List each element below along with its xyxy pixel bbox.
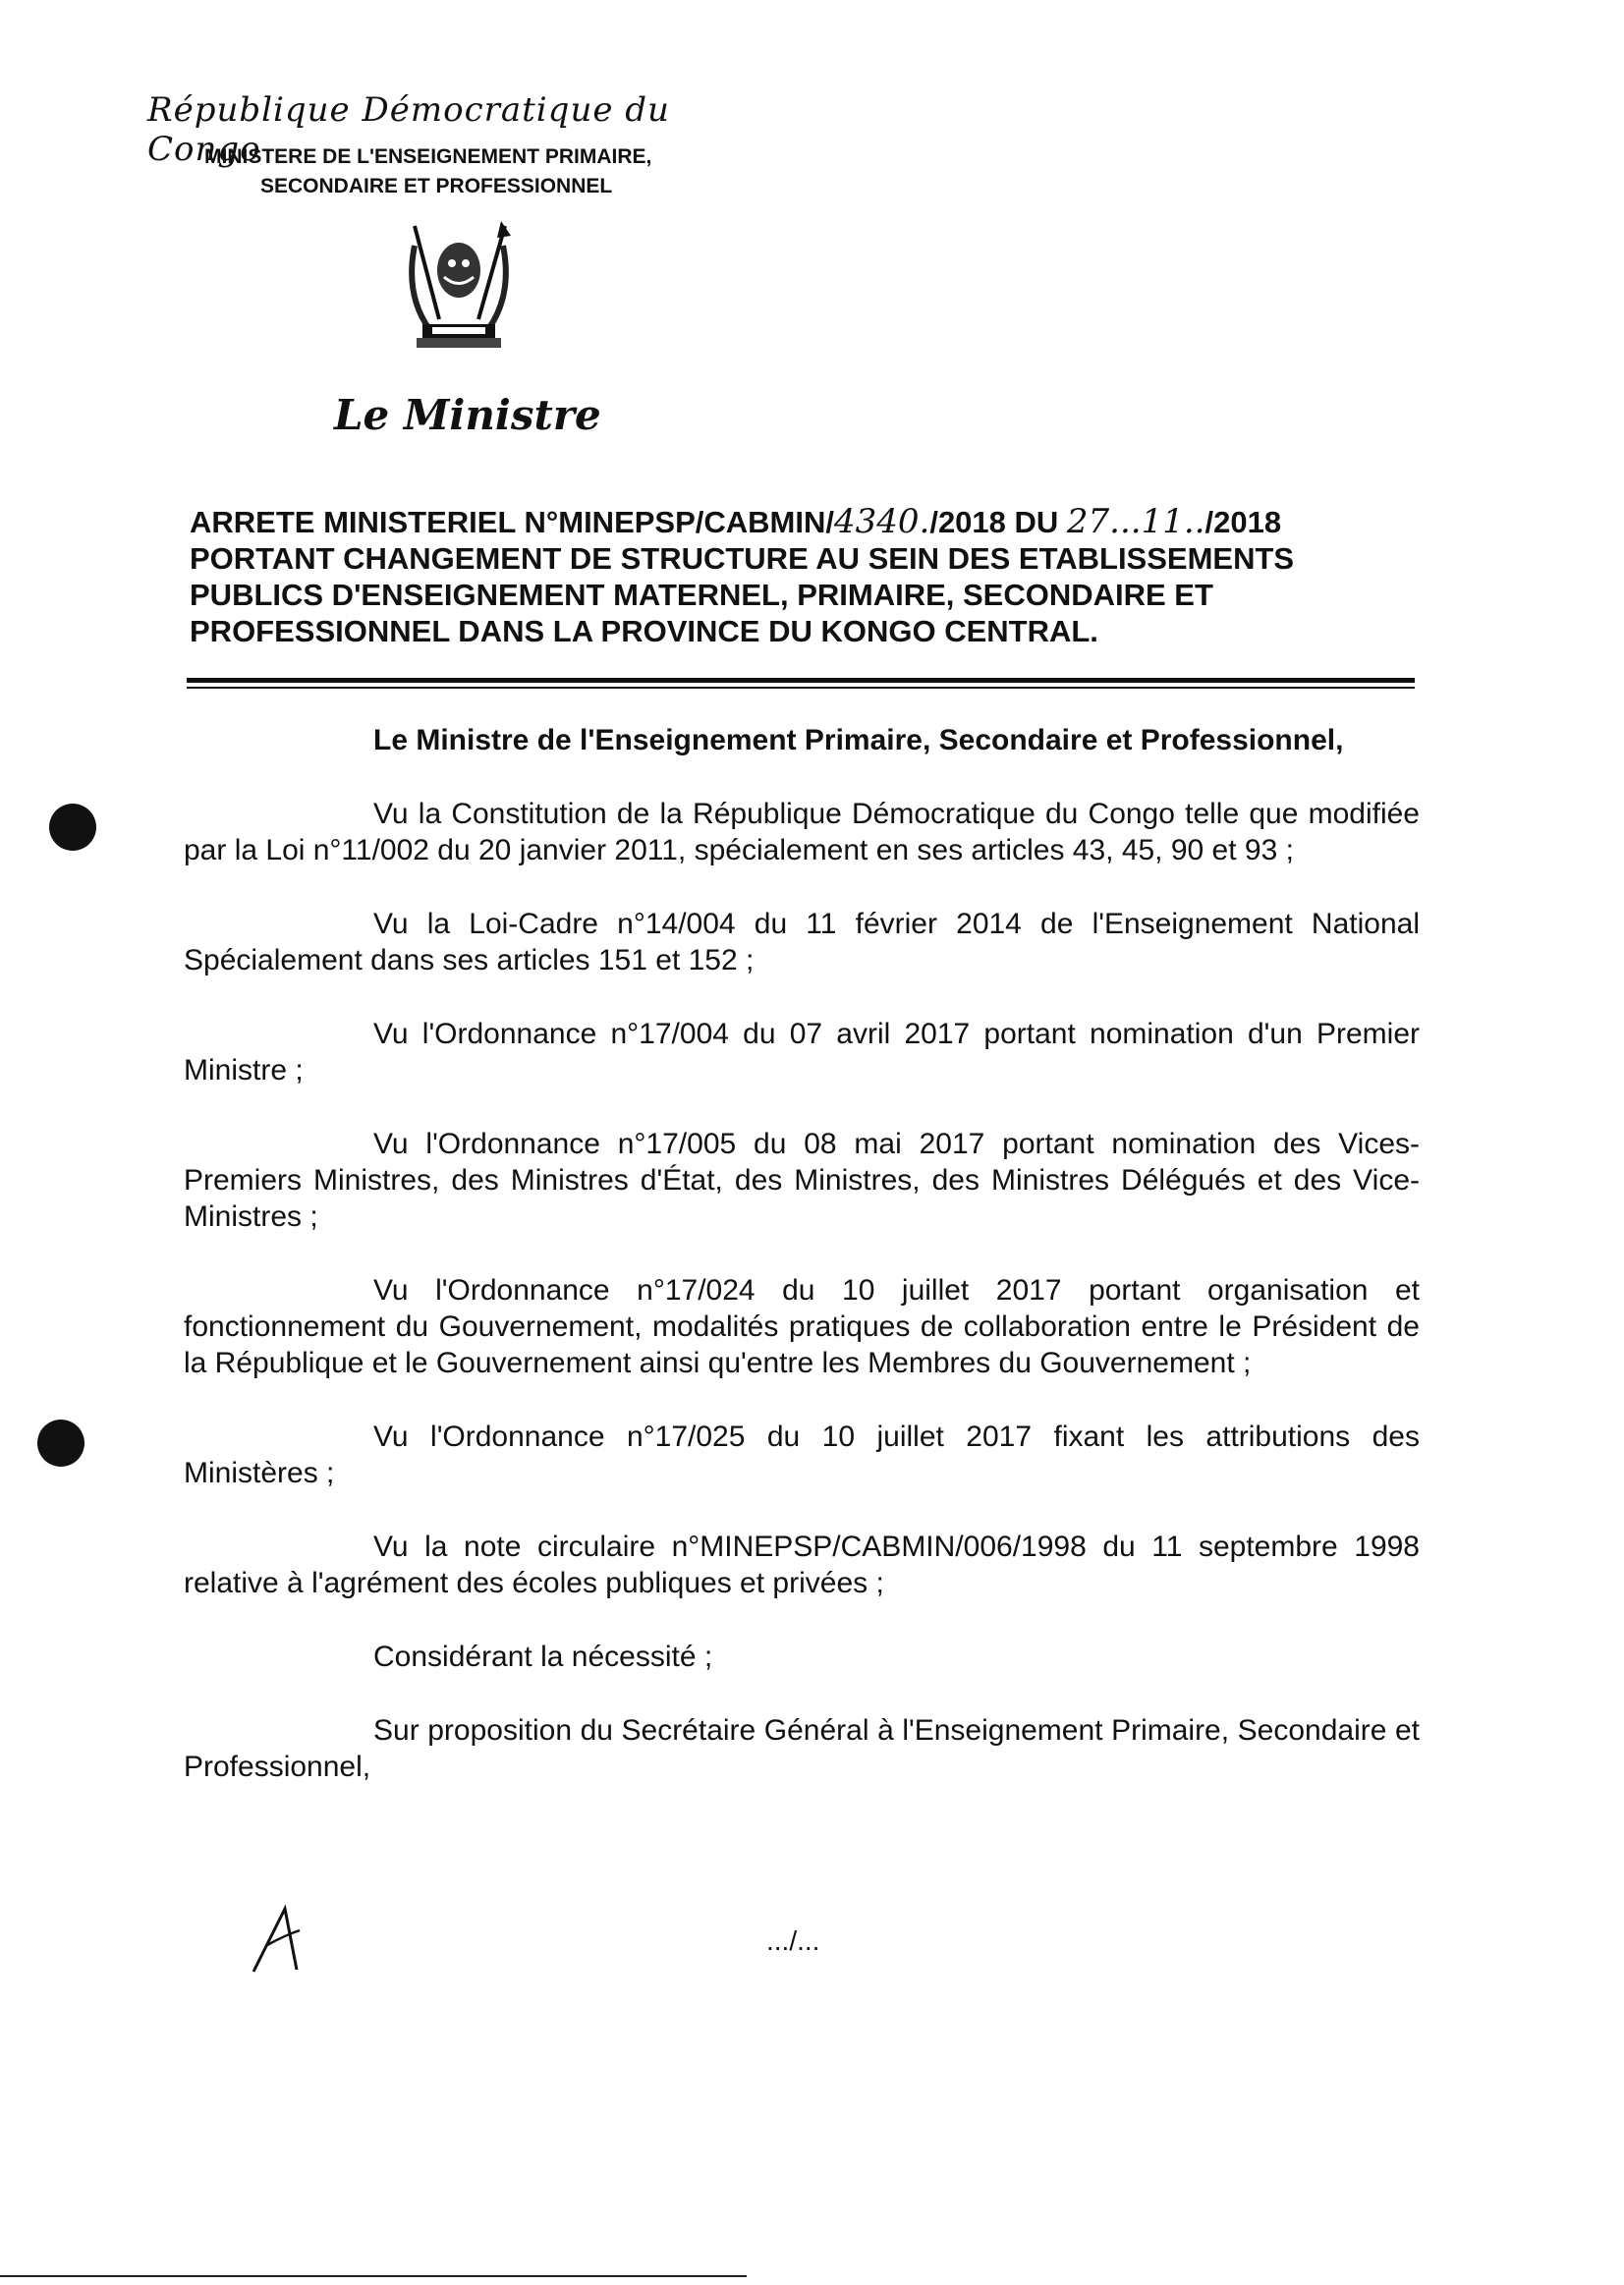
decree-number-prefix: ARRETE MINISTERIEL N°MINEPSP/CABMIN/	[190, 505, 834, 539]
scan-edge-line	[0, 2275, 747, 2277]
considerant-loi-cadre: Vu la Loi-Cadre n°14/004 du 11 février 2014 de l'Enseignement National Spécialement dans ses articles 151 et 152 ;	[184, 908, 1420, 976]
considerant-note-circulaire: Vu la note circulaire n°MINEPSP/CABMIN/006/1998 du 11 septembre 1998 relative à l'agrément des écoles publiques et privées ;	[184, 1531, 1420, 1599]
decree-title-line4: PROFESSIONNEL DANS LA PROVINCE DU KONGO CENTRAL.	[190, 614, 1098, 648]
decree-date-prefix: /2018 DU	[929, 505, 1067, 539]
punch-hole-top	[49, 804, 96, 851]
decree-body	[184, 722, 1420, 1822]
considerant-necessite: Considérant la nécessité ;	[373, 1641, 713, 1673]
considerant-ordonnance-005: Vu l'Ordonnance n°17/005 du 08 mai 2017 portant nomination des Vices-Premiers Ministres, des Ministres d'État, des Ministres, des Ministres Délégués et des Vice-Ministres ;	[184, 1128, 1420, 1233]
coat-of-arms-icon	[395, 216, 523, 363]
decree-year: /2018	[1204, 505, 1282, 539]
considerant-constitution: Vu la Constitution de la République Démocratique du Congo telle que modifiée par la Loi n°11/002 du 20 janvier 2011, spécialement en ses articles 43, 45, 90 et 93 ;	[184, 798, 1420, 866]
title-divider-thin	[187, 687, 1415, 689]
preamble-minister: Le Ministre de l'Enseignement Primaire, Secondaire et Professionnel,	[373, 724, 1344, 756]
continuation-marker: .../...	[766, 1925, 820, 1956]
handwritten-initial-icon	[246, 1901, 324, 1979]
decree-title-line1	[190, 504, 1423, 540]
considerant-ordonnance-025: Vu l'Ordonnance n°17/025 du 10 juillet 2017 fixant les attributions des Ministères ;	[184, 1421, 1420, 1489]
decree-title-line2: PORTANT CHANGEMENT DE STRUCTURE AU SEIN DES ETABLISSEMENTS	[190, 541, 1295, 576]
decree-title-line3: PUBLICS D'ENSEIGNEMENT MATERNEL, PRIMAIRE, SECONDAIRE ET	[190, 578, 1213, 612]
decree-date-handwritten: 27...11..	[1066, 502, 1205, 541]
sur-proposition: Sur proposition du Secrétaire Général à l'Enseignement Primaire, Secondaire et Professionnel,	[184, 1714, 1420, 1783]
minister-title: Le Ministre	[334, 391, 601, 439]
decree-title	[190, 504, 1423, 649]
punch-hole-bottom	[37, 1420, 84, 1467]
ministry-name-line2: SECONDAIRE ET PROFESSIONNEL	[260, 175, 613, 197]
republic-heading: République Démocratique du Congo	[147, 90, 670, 169]
considerant-ordonnance-024: Vu l'Ordonnance n°17/024 du 10 juillet 2017 portant organisation et fonctionnement du Gouvernement, modalités pratiques de collaboration entre le Président de la République et le Gouvernement ainsi qu'entre les Membres du Gouvernement ;	[184, 1274, 1420, 1379]
title-divider-thick	[187, 678, 1415, 683]
considerant-ordonnance-004: Vu l'Ordonnance n°17/004 du 07 avril 2017 portant nomination d'un Premier Ministre ;	[184, 1018, 1420, 1087]
decree-number-handwritten: 4340.	[833, 502, 930, 541]
ministry-name-line1: MINISTERE DE L'ENSEIGNEMENT PRIMAIRE,	[204, 145, 652, 168]
